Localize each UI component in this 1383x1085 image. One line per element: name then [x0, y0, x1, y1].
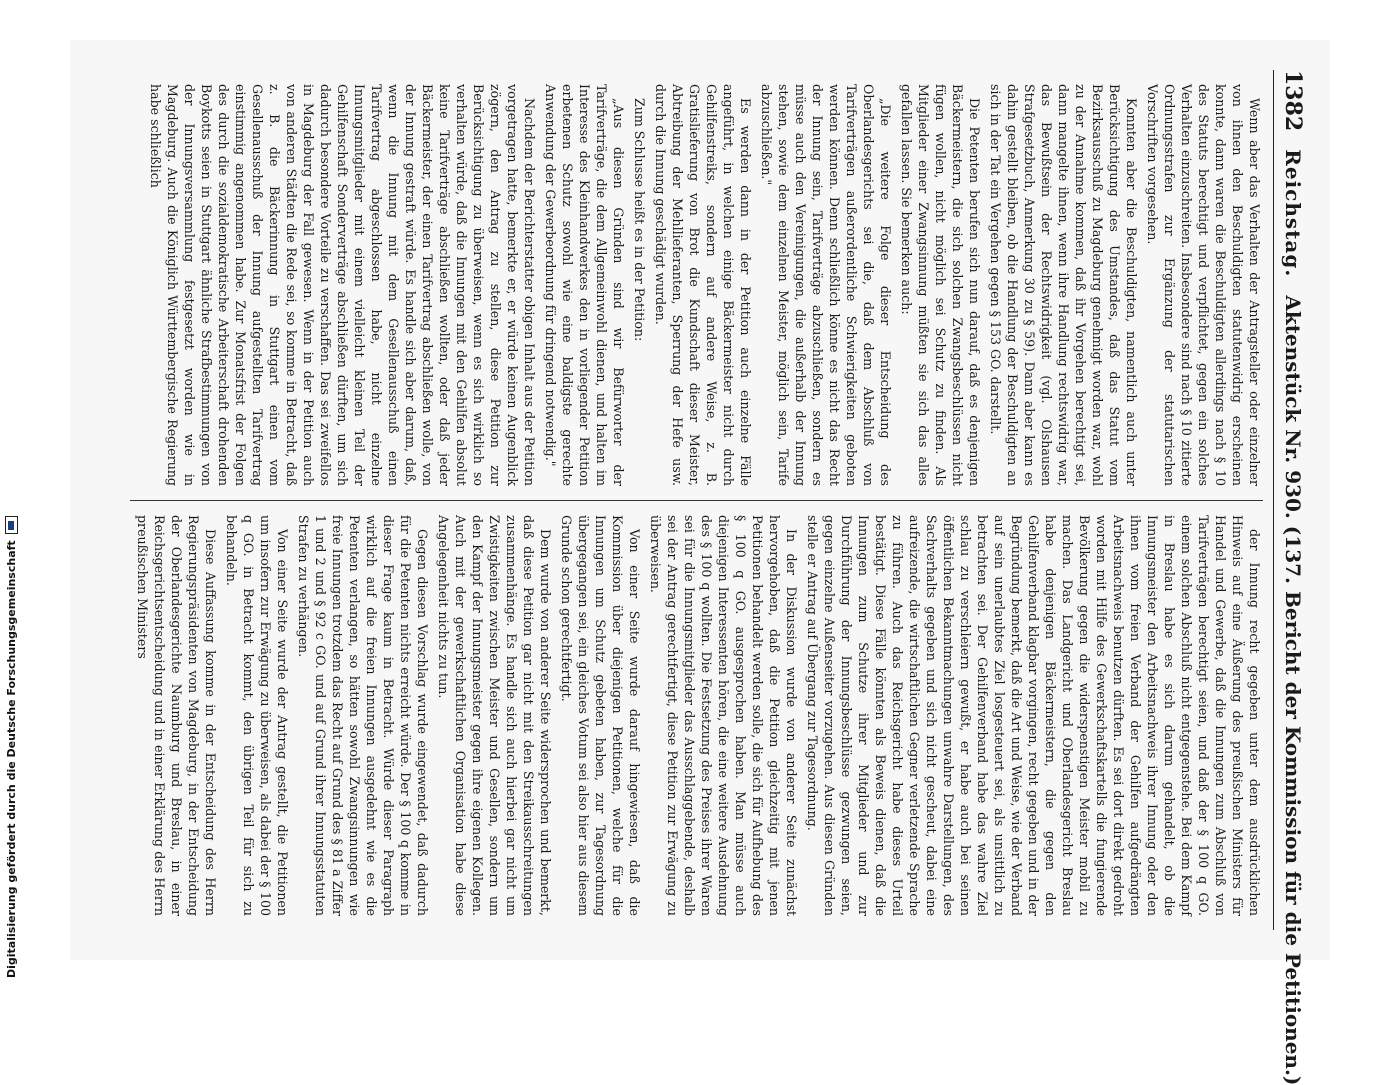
left-paragraph: Konnten aber die Beschuldigten, namentlich auch unter Berücksichtigung des Umstandes, daß das Statut vom Bezirksausschuß zu Magdeburg genehmigt worden war, wohl zu der Annahme kommen, daß ihr Vorgehen berechtigt sei, dann mangelte ihnen, wenn ihre Handlung rechtswidrig war, das Bewußtsein der Rechtswidrigkeit (vgl. Olshausen Strafgesetzbuch, Anmerkung 30 zu § 59). Dann aber kann es dahin gestellt bleiben, ob die Handlung der Beschuldigten an sich in der Tat ein Vergehen gegen § 153 GO. darstellt. [988, 84, 1139, 486]
footer-credit: Digitalisierung gefördert durch die Deutsche Forschungsgemeinschaft [4, 540, 18, 978]
right-paragraph: der Innung recht gegeben unter dem ausdrücklichen Hinweis auf eine Äußerung des preußischen Ministers für Handel und Gewerbe, daß die Innungen zum Abschluß von Tarifverträgen berechtigt seien, und daß der § 100 q GO. einem solchen Abschluß nicht entgegenstehe. Bei dem Kampf in Breslau habe es sich darum gehandelt, ob die Innungsmeister den Arbeitsnachweis ihrer Innung oder den ihnen vom freien Verband der Gehilfen aufgedrängten Arbeitsnachweis benutzen dürften. Es sei dort direkt gedroht worden mit Hilfe des Gewerkschaftskartells die fungierende Bevölkerung gegen die widerspenstigen Meister mobil zu machen. Das Landgericht und Oberlandesgericht Breslau habe denjenigen Bäckermeistern, die gegen den Gehilfenverband klagbar vorgingen, recht gegeben und in der Begründung bemerkt, daß die Art und Weise, wie der Verband auf sein unerlaubtes Ziel losgesteuert sei, als unsittlich zu betrachten sei. Der Gehilfenverband habe das wahre Ziel schlau zu verschleiern gewußt, er habe auch bei seinen öffentlichen Bekanntmachungen unwahre Darstellungen, des Sachverhalts gegeben und sich nicht gescheut, dabei eine aufreizende, die wirtschaftlichen Gegner verletzende Sprache zu führen. Auch das Reichsgericht habe dieses Urteil bestätigt. Diese Fälle könnten als Beweis dienen, daß die Innungen zum Schutze ihrer Mitglieder und zur Durchführung der Innungsbeschlüsse gezwungen seien, gegen einzelne Außenseiter vorzugehen. Aus diesen Gründen stelle er Antrag auf Übergang zur Tagesordnung. [805, 515, 1262, 916]
right-column [130, 500, 1263, 930]
left-paragraph: Die Petenten berufen sich nun darauf, daß es denjenigen Bäckermeistern, die sich solchen Zwangsbeschlüssen nicht fügen wollen, nicht möglich sei Schutz zu finden. Als Mitglieder einer Zwangsinnung müßten sie sich das alles gefallen lassen. Sie bemerken auch: [899, 84, 982, 486]
right-paragraph: Von einer Seite wurde der Antrag gestellt, die Petitionen um insofern zur Erwägung zu überweisen, als dabei der § 100 q GO. in Betracht kommt, den übrigen Teil für sich zu behandeln. [224, 515, 290, 916]
right-paragraph: Von einer Seite wurde darauf hingewiesen, daß die Kommission über diejenigen Petitionen, welche für die Innungen um Schutz gebeten haben, zur Tagesordnung übergegangen sei, ein gleiches Votum sei also hier aus diesem Grunde schon gerechtfertigt. [559, 515, 642, 916]
left-paragraph: Wenn aber das Verhalten der Antragsteller oder einzelner von ihnen den Beschuldigten statutenwidrig erscheinen konnte, dann waren die Beschuldigten allerdings nach § 10 des Statuts berechtigt und verpflichtet, gegen ein solches Verhalten einzuschreiten. Insbesondere sind nach § 10 zitierte Ordnungsstrafen zur Ergänzung der statutarischen Vorschriften vorgesehen. [1145, 84, 1262, 486]
dfg-logo-icon [5, 516, 18, 534]
digitization-footer [2, 0, 20, 1000]
page-number: 1382 [1280, 70, 1306, 132]
page-content [70, 40, 1330, 1085]
left-paragraph: Es werden dann in der Petition auch einzelne Fälle angeführt, in welchen einige Bäckermeister nicht durch Gehilfenstreiks, sondern auf andere Weise, z. B. Gratislieferung von Brot die Kundschaft dieser Meister, Abtreibung der Mehllieferanten, Sperrung der Hefe usw. durch die Innung geschädigt wurden. [653, 84, 753, 486]
scanned-page [70, 40, 1330, 1085]
text-columns [130, 70, 1263, 930]
document-title: Aktenstück Nr. 930. (137. Bericht der Kommission für die Petitionen.) [1281, 295, 1305, 1085]
left-column [130, 70, 1263, 500]
left-paragraph: „Die weitere Folge dieser Entscheidung des Oberlandesgerichts sei die, daß dem Abschluß von Tarifverträgen außerordentliche Schwierigkeiten geboten werden können. Denn schließlich könne es nicht das Recht der Innung sein, Tarifverträge abzuschließen, sondern es müsse auch den Vereinigungen, die außerhalb der Innung stehen, sowie dem einzelnen Meister, möglich sein, Tarife abzuschließen." [759, 84, 893, 486]
right-paragraph: Gegen diesen Vorschlag wurde eingewendet, daß dadurch für die Petenten nichts erreicht würde. Der § 100 q komme in dieser Frage kaum in Betracht. Würde dieser Paragraph wirklich auf die freien Innungen ausgedehnt wie es die Petenten verlangen, so hätten sowohl Zwangsinnungen wie freie Innungen trotzdem das Recht auf Grund des § 81 a Ziffer 1 und 2 und § 92 c GO. und auf Grund ihrer Innungsstatuten Strafen zu verhängen. [296, 515, 430, 916]
running-head [1273, 70, 1306, 1085]
masthead: Reichstag. [1281, 149, 1305, 278]
left-paragraph: „Aus diesen Gründen sind wir Befürworter der Tarifverträge, die dem Allgemeinwohl dienen, und halten im Interesse des Kleinhandwerkes den in vorliegender Petition erbetenen Schutz sowohl wie eine baldigste gerechte Anwendung der Gewerbeordnung für dringend notwendig." [543, 84, 626, 486]
right-paragraph: In der Diskussion wurde von anderer Seite zunächst hervorgehoben, daß die Petition gleichzeitig mit jenen Petitionen behandelt werden solle, die sich für Aufhebung des § 100 q GO. ausgesprochen haben. Man müsse auch diejenigen Interessenten hören, die eine weitere Ausdehnung des § 100 q wollten. Die Festsetzung des Preises ihrer Waren sei für die Innungsmitglieder das Ausschlaggebende, deshalb sei der Antrag gerechtfertigt, diese Petition zur Erwägung zu überweisen. [648, 515, 799, 916]
left-paragraph: Zum Schlusse heißt es in der Petition: [632, 98, 647, 342]
right-paragraph: Dem wurde von anderer Seite widersprochen und bemerkt, daß diese Petition gar nicht mit den Streikausschreitungen zusammenhänge. Es handle sich auch hierbei gar nicht um Zwistigkeiten zwischen Meister und Gesellen, sondern um den Kampf der Innungsmeister gegen ihre eigenen Kollegen. Auch mit der gewerkschaftlichen Organisation habe diese Angelegenheit nichts zu tun. [436, 515, 553, 916]
left-paragraph: Nachdem der Berichterstatter obigen Inhalt aus der Petition vorgetragen hatte, bemerkte er, er würde keinen Augenblick zögern, den Antrag zu stellen, diese Petition zur Berücksichtigung zu überweisen, wenn es sich wirklich so verhalten würde, daß die Innungen mit den Gehilfen absolut keine Tarifverträge abschließen wollten, oder daß jeder Bäckermeister, der einen Tarifvertrag abschließen wolle, von der Innung gestraft würde. Es handle sich aber darum, daß, wenn die Innung mit dem Gesellenausschuß einen Tarifvertrag abgeschlossen habe, nicht einzelne Innungsmitglieder mit einem vielleicht kleinen Teil der Gehilfenschaft Sonderverträge abschließen dürften, um sich dadurch besondere Vorteile zu verschaffen. Das sei zweifellos in Magdeburg der Fall gewesen. Wenn in der Petition auch von anderen Städten die Rede sei, so komme in Betracht, daß z. B. die Bäckerinnung in Stuttgart einen vom Gesellenausschuß der Innung aufgestellten Tarifvertrag einstimmig angenommen habe. Zur Monatsfrist der Folgen des durch die sozialdemokratische Arbeiterschaft drohenden Boykotts seien in Stuttgart ähnliche Strafbestimmungen von der Innungsversammlung festgesetzt worden wie in Magdeburg. Auch die Königlich Württembergische Regierung habe schließlich [148, 84, 537, 486]
right-paragraph: Diese Auffassung komme in der Entscheidung des Herrn Regierungspräsidenten von Magdeburg, in der Entscheidung der Oberlandesgerichte Naumburg und Breslau, in einer Reichsgerichtsentscheidung und in einer Erklärung des Herrn preußischen Ministers [135, 515, 218, 916]
